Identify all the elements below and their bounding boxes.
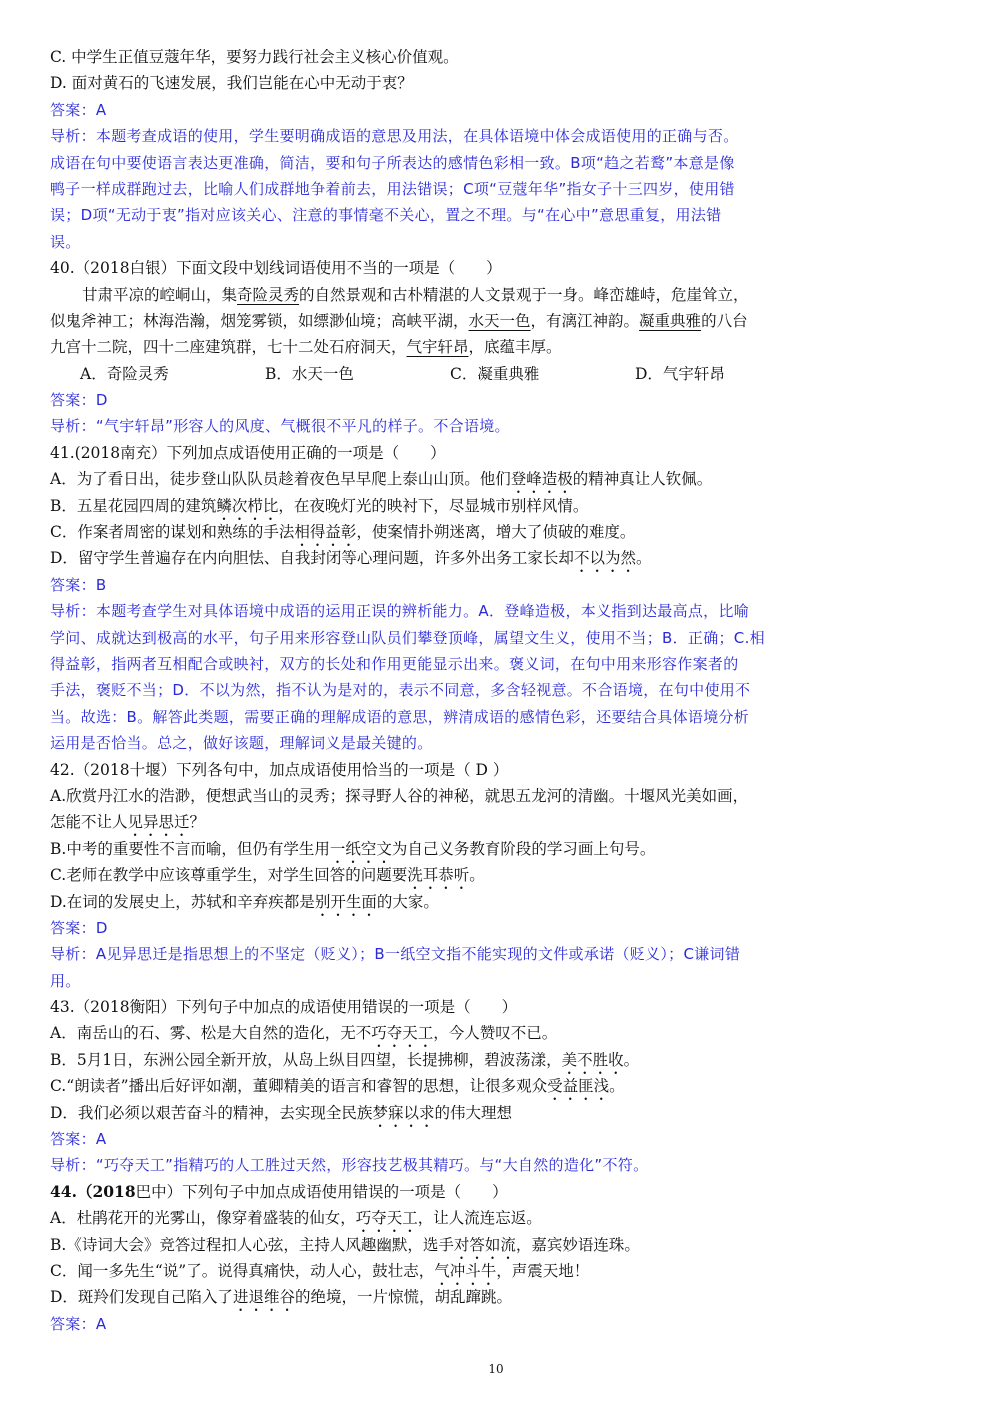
question-42: 42.（2018十堰）下列各句中，加点成语使用恰当的一项是（ D ） bbox=[50, 760, 509, 779]
answer-43: 答案：A bbox=[50, 1130, 107, 1149]
option-a-42-line2: 怎能不让人见异思迁？ bbox=[50, 813, 206, 832]
option-d-43: D．我们必须以艰苦奋斗的精神，去实现全民族梦寐以求的伟大理想 bbox=[50, 1103, 512, 1122]
answer-40: 答案：D bbox=[50, 391, 108, 410]
option-b-42: B.中考的重要性不言而喻，但仍有学生用一纸空文为自己义务教育阶段的学习画上句号。 bbox=[50, 839, 656, 858]
option-d-40: D．气宇轩昂 bbox=[635, 364, 725, 383]
option-c-41: C．作案者周密的谋划和熟练的手法相得益彰，使案情扑朔迷离，增大了侦破的难度。 bbox=[50, 523, 636, 542]
option-b-43: B．5月1日，东洲公园全新开放，从岛上纵目四望，长提拂柳，碧波荡漾，美不胜收。 bbox=[50, 1050, 640, 1069]
analysis-39-line2: 成语在句中要使语言表达更准确，简洁，要和句子所表达的感情色彩相一致。B项“趋之若鹜”本意是像 bbox=[50, 153, 735, 172]
analysis-41-line5: 当。故选：B。解答此类题，需要正确的理解成语的意思，辨清成语的感情色彩，还要结合具体语境分析 bbox=[50, 707, 750, 726]
analysis-41-line4: 手法，褒贬不当；D．不以为然，指不认为是对的，表示不同意，多含轻视意。不合语境，在句中使用不 bbox=[50, 681, 751, 700]
passage-40-line3: 九宫十二院，四十二座建筑群，七十二处石府洞天，气宇轩昂，底蕴丰厚。 bbox=[50, 338, 562, 357]
option-d-44: D．斑羚们发现自己陷入了进退维谷的绝境，一片惊慌，胡乱蹿跳。 bbox=[50, 1288, 512, 1307]
analysis-43: 导析：“巧夺天工”指精巧的人工胜过天然，形容技艺极其精巧。与“大自然的造化”不符。 bbox=[50, 1156, 649, 1175]
question-41: 41.(2018南充）下列加点成语使用正确的一项是（ ） bbox=[50, 443, 446, 462]
question-40: 40.（2018白银）下面文段中划线词语使用不当的一项是（ ） bbox=[50, 259, 502, 278]
document-page bbox=[50, 44, 850, 1337]
analysis-39-line3: 鸭子一样成群跑过去，比喻人们成群地争着前去，用法错误；C项“豆蔻年华”指女子十三四岁，使用错 bbox=[50, 179, 735, 198]
option-c-39: C. 中学生正值豆蔻年华，要努力践行社会主义核心价值观。 bbox=[50, 48, 459, 66]
analysis-41-line1: 导析：本题考查学生对具体语境中成语的运用正误的辨析能力。A．登峰造极，本义指到达最高点，比喻 bbox=[50, 602, 750, 621]
option-d-42: D.在词的发展史上，苏轼和辛弃疾都是别开生面的大家。 bbox=[50, 892, 439, 911]
option-c-43: C.“朗读者”播出后好评如潮，董卿精美的语言和睿智的思想，让很多观众受益匪浅。 bbox=[50, 1077, 625, 1096]
answer-42: 答案：D bbox=[50, 918, 108, 937]
passage-40-line2: 似鬼斧神工；林海浩瀚，烟笼雾锁，如缥渺仙境；高峡平湖，水天一色，有漓江神韵。凝重典雅的八台 bbox=[50, 311, 748, 330]
option-c-40: C．凝重典雅 bbox=[450, 364, 540, 383]
option-a-42-line1: A.欣赏丹江水的浩渺，便想武当山的灵秀；探寻野人谷的神秘，就思五龙河的清幽。十堰风光美如画， bbox=[50, 786, 749, 805]
analysis-41-line2: 学问、成就达到极高的水平，句子用来形容登山队员们攀登顶峰，属望文生义，使用不当；B．正确；C.相 bbox=[50, 628, 765, 647]
answer-41: 答案：B bbox=[50, 575, 107, 594]
analysis-39-line1: 导析：本题考查成语的使用，学生要明确成语的意思及用法，在具体语境中体会成语使用的正确与否。 bbox=[50, 127, 739, 146]
analysis-42-line2: 用。 bbox=[50, 971, 81, 990]
analysis-41-line6: 运用是否恰当。总之，做好该题，理解词义是最关键的。 bbox=[50, 734, 433, 753]
analysis-42-line1: 导析：A见异思迁是指思想上的不坚定（贬义）；B一纸空文指不能实现的文件或承诺（贬义）；C谦词错 bbox=[50, 945, 741, 964]
option-c-44: C．闻一多先生“说”了。说得真痛快，动人心，鼓壮志，气冲斗牛，声震天地！ bbox=[50, 1261, 590, 1280]
option-a-44: A．杜鹃花开的光雾山，像穿着盛装的仙女，巧夺天工，让人流连忘返。 bbox=[50, 1209, 542, 1228]
answer-39: 答案：A bbox=[50, 100, 107, 119]
page-number: 10 bbox=[488, 1362, 504, 1376]
option-b-44: B.《诗词大会》竞答过程扣人心弦，主持人风趣幽默，选手对答如流，嘉宾妙语连珠。 bbox=[50, 1235, 640, 1254]
analysis-39-line5: 误。 bbox=[50, 232, 81, 251]
option-a-41: A．为了看日出，徒步登山队队员趁着夜色早早爬上泰山山顶。他们登峰造极的精神真让人钦佩。 bbox=[50, 470, 713, 489]
options-40 bbox=[50, 361, 850, 387]
option-b-40: B．水天一色 bbox=[265, 364, 354, 383]
option-d-39: D. 面对黄石的飞速发展，我们岂能在心中无动于衷？ bbox=[50, 74, 413, 93]
question-43: 43.（2018衡阳）下列句子中加点的成语使用错误的一项是（ ） bbox=[50, 998, 518, 1017]
option-a-43: A．南岳山的石、雾、松是大自然的造化，无不巧夺天工，今人赞叹不已。 bbox=[50, 1024, 558, 1043]
option-b-41: B．五星花园四周的建筑鳞次栉比，在夜晚灯光的映衬下，尽显城市别样风情。 bbox=[50, 496, 589, 515]
passage-40-line1: 甘肃平凉的崆峒山，集奇险灵秀的自然景观和古朴精湛的人文景观于一身。峰峦雄峙，危崖耸立， bbox=[82, 285, 749, 304]
analysis-39-line4: 误；D项“无动于衷”指对应该关心、注意的事情毫不关心，置之不理。与“在心中”意思重复，用法错 bbox=[50, 206, 722, 225]
analysis-40: 导析：“气宇轩昂”形容人的风度、气概很不平凡的样子。不合语境。 bbox=[50, 417, 510, 436]
question-44: 44.（2018巴中）下列句子中加点成语使用错误的一项是（ ） bbox=[50, 1181, 508, 1201]
option-c-42: C.老师在教学中应该尊重学生，对学生回答的问题要洗耳恭听。 bbox=[50, 866, 485, 885]
option-a-40: A．奇险灵秀 bbox=[80, 364, 169, 383]
analysis-41-line3: 得益彰，指两者互相配合或映衬，双方的长处和作用更能显示出来。褒义词，在句中用来形容作案者的 bbox=[50, 654, 739, 673]
option-d-41: D．留守学生普遍存在内向胆怯、自我封闭等心理问题，许多外出务工家长却不以为然。 bbox=[50, 549, 652, 568]
answer-44: 答案：A bbox=[50, 1314, 107, 1333]
